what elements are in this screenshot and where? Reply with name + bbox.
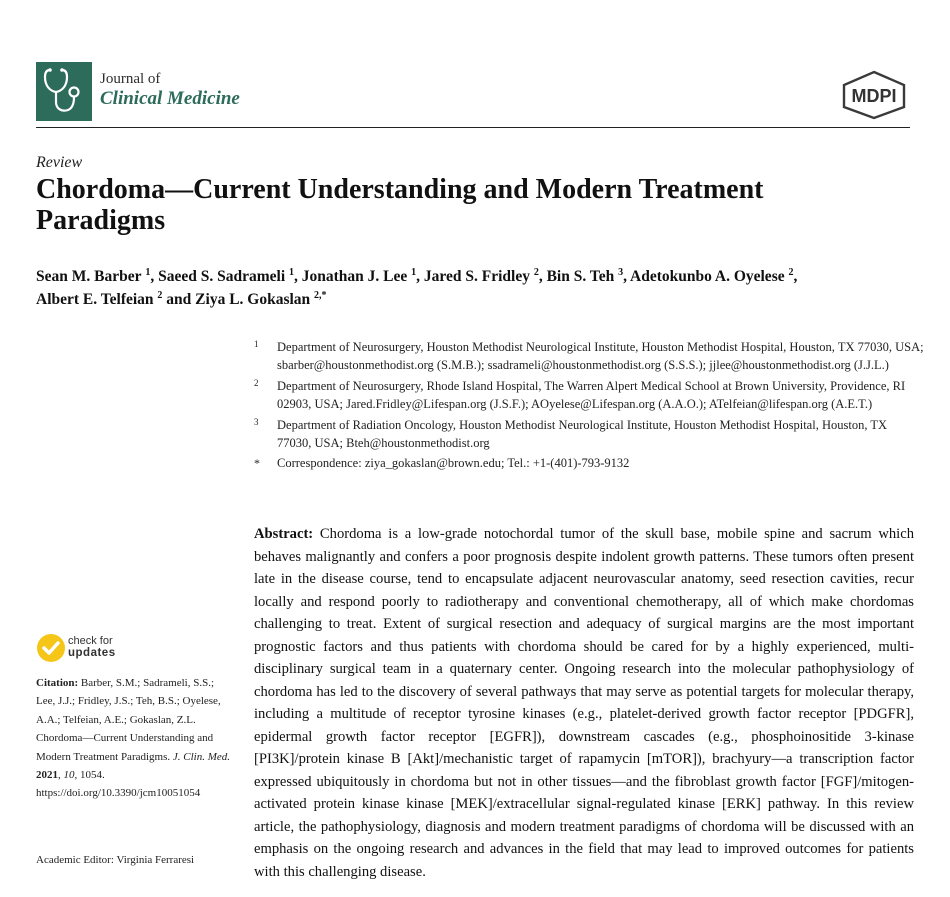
check-updates-line1: check for [68,635,113,647]
affiliation-number: 3 [254,416,259,427]
correspondence [254,454,924,472]
affiliation-text: Department of Neurosurgery, Rhode Island Hospital, The Warren Alpert Medical School at Brown University, Providence, RI 02903, USA; Jared.Fridley@Lifespan.org (J.S.F.); AOyelese@Lifespan.org (A.A.O.); ATelfeian@lifespan.org (A.E.T.) [277,378,906,412]
author-name[interactable]: Jonathan J. Lee [301,268,408,285]
author-separator: , [623,268,631,285]
journal-name-line2: Clinical Medicine [100,88,240,109]
author-affiliation-ref: 1 [411,266,417,278]
affiliation-text: Department of Neurosurgery, Houston Methodist Neurological Institute, Houston Methodist Hospital, Houston, TX 77030, USA; sbarber@houstonmethodist.org (S.M.B.); ssadrameli@houstonmethodist.org (S.S.S.); jjlee@houstonmethodist.org (J.J.L.) [277,340,924,373]
author-name[interactable]: Sean M. Barber [36,268,142,285]
author-affiliation-ref: 2 [157,289,163,301]
editor-label: Academic Editor: [36,854,114,866]
journal-name-line1: Journal of [100,71,161,87]
citation-article-no: 1054. [80,769,105,782]
author-name[interactable]: Saeed S. Sadrameli [158,268,286,285]
citation-volume: 10 [63,769,75,782]
affiliation-item [254,416,924,453]
check-updates-icon [36,633,66,663]
author-separator: , [793,268,798,285]
author-affiliation-ref: 2 [788,266,794,278]
author-name[interactable]: Jared S. Fridley [423,268,530,285]
citation-label: Citation: [36,677,79,689]
affiliation-item [254,377,924,414]
author-affiliation-ref: 2 [533,266,539,278]
article-type: Review [36,154,83,171]
affiliation-number: 1 [254,339,259,349]
author-separator: , [538,268,547,285]
author-separator: , [416,268,424,285]
abstract-text: Chordoma is a low-grade notochordal tumor of the skull base, mobile spine and sacrum which behaves malignantly and confers a poor prognosis despite indolent growth patterns. These tumors often present late in the disease course, tend to encapsulate adjacent neurovascular anatomy, seed resection cavities, recur locally and respond poorly to radiotherapy and conventional chemotherapy, all of which make chordomas challenging to treat. Extent of surgical resection and adequacy of surgical margins are the most important prognostic factors and thus patients with chordoma should be cared for by a highly experienced, multi-disciplinary surgical team in a quaternary center. Ongoing research into the molecular pathophysiology of chordoma has led to the discovery of several pathways that may serve as potential targets for molecular therapy, including a multitude of receptor tyrosine kinases (e.g., platelet-derived growth factor receptor [PDGFR], epidermal growth factor receptor [EGFR]), downstream cascades (e.g., phosphoinositide 3-kinase [PI3K]/protein kinase B [Akt]/mechanistic target of rapamycin [mTOR]), brachyury—a transcription factor expressed ubiquitously in chordoma but not in other tissues—and the fibroblast growth factor [FGF]/mitogen-activated protein kinase kinase [MEK]/extracellular signal-regulated kinase [ERK] pathway. In this review article, the pathophysiology, diagnosis and modern treatment paradigms of chordoma will be discussed with an emphasis on the ongoing research and advances in the field that may lead to improved outcomes for patients with this challenging disease. [254,526,914,880]
check-for-updates-badge[interactable] [36,633,156,663]
author-list [36,265,916,311]
header-divider [36,127,910,128]
author-name[interactable]: Ziya L. Gokaslan [195,291,311,308]
editor-name: Virginia Ferraresi [116,854,195,866]
mdpi-logo [838,70,910,120]
author-separator: and [162,291,196,308]
author-separator: , [294,268,302,285]
mdpi-text: MDPI [851,86,897,106]
citation-year: 2021 [36,769,58,782]
abstract-label: Abstract: [254,526,314,542]
author-affiliation-ref: 2,* [314,289,327,301]
citation: Citation: Barber, S.M.; Sadrameli, S.S.; Lee, J.J.; Fridley, J.S.; Teh, B.S.; Oyelese, A.A.; Telfeian, A.E.; Gokaslan, Z.L. Chordoma—Current Understanding and Modern Treatment Paradigms. J. Clin. Med. 2021, 10, 1054. https://doi.org/10.3390/jcm10051054 [36,677,231,800]
article-title: Chordoma—Current Understanding and Modern Treatment Paradigms [36,174,764,236]
author-name[interactable]: Albert E. Telfeian [36,291,154,308]
check-updates-text [68,635,116,659]
affiliation-item [254,338,924,375]
affiliation-text: Department of Radiation Oncology, Houston Methodist Neurological Institute, Houston Methodist Hospital, Houston, TX 77030, USA; Bteh@houstonmethodist.org [277,417,888,451]
journal-name [100,70,240,110]
author-affiliation-ref: 1 [289,266,295,278]
citation-authors: Barber, S.M.; Sadrameli, S.S.; Lee, J.J.; Fridley, J.S.; Teh, B.S.; Oyelese, A.A.; Telfeian, A.E.; Gokaslan, Z.L. Chordoma—Current Understanding and Modern Treatment Paradigms. [36,677,221,763]
affiliations [254,338,924,475]
affiliation-number: 2 [254,377,259,388]
affiliation-number: * [254,456,260,471]
stethoscope-icon [36,62,92,121]
author-name[interactable]: Adetokunbo A. Oyelese [630,268,785,285]
journal-logo [36,62,92,121]
author-name[interactable]: Bin S. Teh [546,268,615,285]
citation-journal: J. Clin. Med. [172,750,231,763]
abstract [254,523,914,883]
author-separator: , [150,268,159,285]
author-affiliation-ref: 1 [145,266,151,278]
academic-editor [36,854,236,866]
journal-header [36,62,910,128]
check-updates-line2: updates [68,647,116,659]
affiliation-text: Correspondence: ziya_gokaslan@brown.edu; Tel.: +1-(401)-793-9132 [277,456,630,471]
author-affiliation-ref: 3 [618,266,624,278]
citation-doi[interactable]: https://doi.org/10.3390/jcm10051054 [36,787,201,800]
